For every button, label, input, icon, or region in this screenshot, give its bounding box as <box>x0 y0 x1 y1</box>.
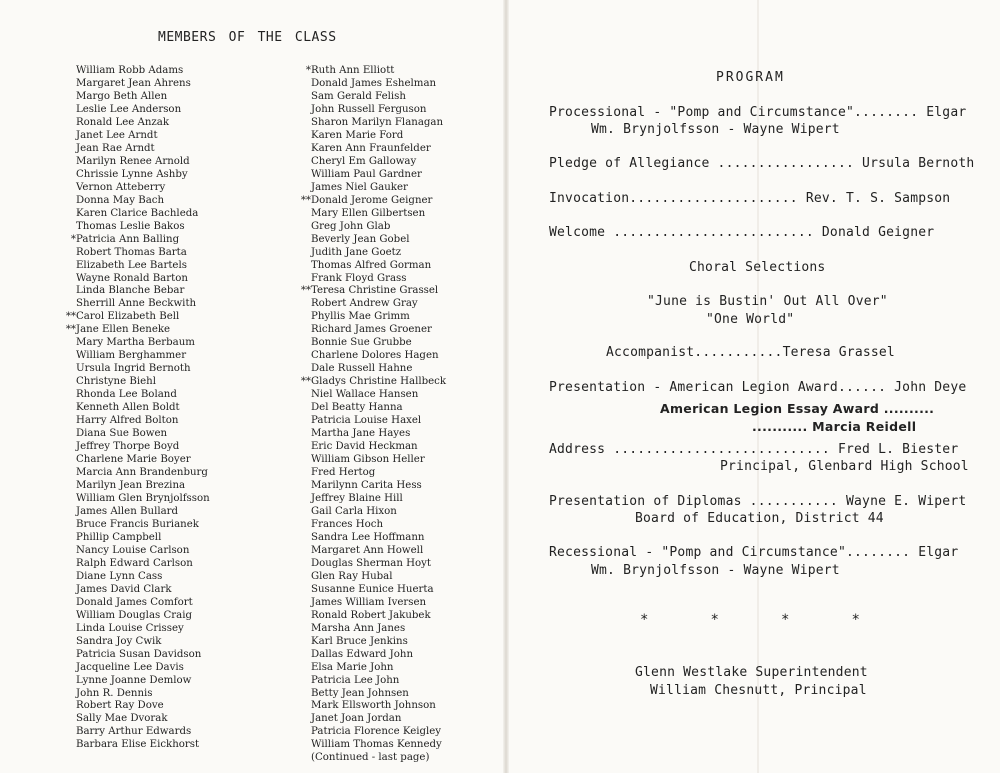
diplomas-line: Presentation of Diplomas ........... Wayne E. Wipert <box>549 494 967 509</box>
member-name-text: Barbara Elise Eickhorst <box>76 739 200 751</box>
member-name-text: Donald Jerome Geigner <box>311 194 433 206</box>
member-name-text: Patricia Susan Davidson <box>76 648 202 660</box>
member-name-text: Teresa Christine Grassel <box>311 285 439 297</box>
member-name-text: Carol Elizabeth Bell <box>76 311 180 323</box>
member-name <box>62 117 210 130</box>
member-name <box>62 363 210 376</box>
member-name-text: Betty Jean Johnsen <box>311 687 409 699</box>
member-name-text: Ronald Robert Jakubek <box>311 609 431 621</box>
member-name-text: Cheryl Em Galloway <box>311 155 417 167</box>
member-name-text: Patricia Louise Haxel <box>311 415 422 427</box>
member-name <box>62 506 210 519</box>
member-name <box>297 597 446 610</box>
member-name-text: Donna May Bach <box>76 194 165 206</box>
member-name-text: Robert Andrew Gray <box>311 298 418 310</box>
member-name-text: Jeffrey Blaine Hill <box>311 492 403 504</box>
member-name <box>62 623 210 636</box>
member-name <box>62 350 210 363</box>
member-name-text: Diane Lynn Cass <box>76 570 163 582</box>
member-name-text: Fred Hertog <box>311 467 376 479</box>
member-name-text: Dallas Edward John <box>311 648 414 660</box>
member-name-text: Janet Joan Jordan <box>311 713 402 725</box>
honor-mark: * <box>305 65 311 76</box>
member-name-text: William Paul Gardner <box>311 168 422 180</box>
member-name <box>297 415 446 428</box>
member-name <box>297 130 446 143</box>
page-fold <box>503 0 509 773</box>
member-name-text: Nancy Louise Carlson <box>76 544 190 556</box>
member-name-text: Ruth Ann Elliott <box>311 65 395 76</box>
honor-mark: ** <box>300 285 311 297</box>
processional-performers: Wm. Brynjolfsson - Wayne Wipert <box>591 122 840 137</box>
member-name-text: Marilyn Renee Arnold <box>76 155 190 167</box>
member-name <box>297 104 446 117</box>
member-name-text: Leslie Lee Anderson <box>76 103 182 115</box>
member-name-text: Marcia Ann Brandenburg <box>76 467 208 479</box>
member-name <box>62 493 210 506</box>
member-name <box>297 376 446 389</box>
member-name-text: Mary Ellen Gilbertsen <box>311 207 426 219</box>
member-name <box>297 519 446 532</box>
member-name-text: Dale Russell Hahne <box>311 363 413 375</box>
member-name-text: Rhonda Lee Boland <box>76 389 177 401</box>
member-name-text: Karen Marie Ford <box>311 129 404 141</box>
member-name-text: Diana Sue Bowen <box>76 428 168 440</box>
member-name-text: Sharon Marilyn Flanagan <box>311 116 444 128</box>
member-name <box>297 389 446 402</box>
honor-mark: ** <box>300 376 311 388</box>
processional-line: Processional - "Pomp and Circumstance"........ Elgar <box>549 105 967 120</box>
member-name <box>62 688 210 701</box>
member-name-text: Patricia Ann Balling <box>76 233 180 245</box>
star-3: * <box>781 612 790 628</box>
member-name <box>297 221 446 234</box>
member-name-text: Marilyn Jean Brezina <box>76 480 186 491</box>
member-name-text: Richard James Groener <box>311 324 432 336</box>
member-name-text: Margaret Jean Ahrens <box>76 77 191 89</box>
member-name-text: Charlene Dolores Hagen <box>311 350 439 362</box>
member-name-text: Marsha Ann Janes <box>311 622 406 634</box>
member-name-text: Susanne Eunice Huerta <box>311 583 434 595</box>
recessional-performers: Wm. Brynjolfsson - Wayne Wipert <box>591 563 840 578</box>
member-name <box>297 285 446 298</box>
member-name <box>62 584 210 597</box>
member-name <box>297 117 446 130</box>
member-name <box>62 636 210 649</box>
member-name <box>297 273 446 286</box>
member-name-text: Donald James Comfort <box>76 596 193 608</box>
member-name-text: Karen Ann Fraunfelder <box>311 142 431 154</box>
member-name-text: William Douglas Craig <box>76 609 192 621</box>
member-name <box>297 739 446 752</box>
member-name-text: Vernon Atteberry <box>76 181 166 193</box>
member-name-text: Bruce Francis Burianek <box>76 518 199 530</box>
member-name-text: William Berghammer <box>76 350 187 362</box>
member-name-text: William Glen Brynjolfsson <box>76 492 210 504</box>
member-name <box>62 91 210 104</box>
member-name <box>297 700 446 713</box>
member-name <box>297 454 446 467</box>
members-column-2 <box>297 65 446 765</box>
member-name <box>62 195 210 208</box>
member-name <box>62 415 210 428</box>
star-divider <box>640 612 860 628</box>
song-two: "One World" <box>706 312 795 327</box>
member-name-text: Elizabeth Lee Bartels <box>76 259 187 271</box>
member-name-text: Janet Lee Arndt <box>76 129 158 141</box>
member-name-text: Sandra Joy Cwik <box>76 635 162 647</box>
member-name-text: Douglas Sherman Hoyt <box>311 557 432 569</box>
member-name-text: Judith Jane Goetz <box>311 246 402 258</box>
member-name-text: (Continued - last page) <box>311 752 430 764</box>
member-name <box>297 208 446 221</box>
member-name <box>62 558 210 571</box>
member-name-text: Ralph Edward Carlson <box>76 557 193 569</box>
pledge-line: Pledge of Allegiance ................. Ursula Bernoth <box>549 156 975 171</box>
member-name <box>62 519 210 532</box>
member-name-text: James Allen Bullard <box>76 505 179 517</box>
member-name <box>62 65 210 78</box>
principal-line: William Chesnutt, Principal <box>650 683 867 698</box>
member-name-text: Niel Wallace Hansen <box>311 389 419 401</box>
member-name-text: Frances Hoch <box>311 518 384 530</box>
program-title: PROGRAM <box>716 70 785 85</box>
member-name <box>297 532 446 545</box>
member-name-text: Del Beatty Hanna <box>311 402 403 414</box>
member-name-text: Phyllis Mae Grimm <box>311 311 410 323</box>
member-name-text: Karl Bruce Jenkins <box>311 635 408 647</box>
member-name-text: Marilynn Carita Hess <box>311 480 422 491</box>
member-name <box>297 169 446 182</box>
member-name <box>297 675 446 688</box>
member-name <box>62 480 210 493</box>
member-name <box>62 156 210 169</box>
member-name <box>62 221 210 234</box>
member-name-text: Ronald Lee Anzak <box>76 116 170 128</box>
member-name-text: Elsa Marie John <box>311 661 394 673</box>
member-name-text: James William Iversen <box>311 596 427 608</box>
member-name-text: William Thomas Kennedy <box>311 739 442 751</box>
member-name <box>297 402 446 415</box>
member-name <box>62 337 210 350</box>
member-name <box>297 363 446 376</box>
member-name <box>297 584 446 597</box>
member-name <box>62 441 210 454</box>
diplomas-presenter: Board of Education, District 44 <box>635 511 884 526</box>
essay-award-line: American Legion Essay Award .......... <box>660 401 935 416</box>
member-name-text: Frank Floyd Grass <box>311 272 407 284</box>
accompanist-line: Accompanist...........Teresa Grassel <box>606 345 895 360</box>
member-name <box>62 389 210 402</box>
member-name-text: Sally Mae Dvorak <box>76 713 168 725</box>
member-name <box>297 65 446 78</box>
member-name-text: William Gibson Heller <box>311 454 425 466</box>
member-name-text: Martha Jane Hayes <box>311 428 411 440</box>
member-name-text: Jacqueline Lee Davis <box>76 661 184 673</box>
member-name-text: John R. Dennis <box>76 687 153 699</box>
member-name <box>297 428 446 441</box>
member-name <box>62 454 210 467</box>
member-name <box>297 752 446 765</box>
member-name-text: Karen Clarice Bachleda <box>76 207 199 219</box>
member-name <box>297 234 446 247</box>
member-name <box>62 298 210 311</box>
star-1: * <box>640 612 649 628</box>
member-name <box>62 78 210 91</box>
member-name <box>297 324 446 337</box>
member-name <box>297 247 446 260</box>
member-name-text: Robert Thomas Barta <box>76 246 187 258</box>
member-name <box>297 467 446 480</box>
member-name-text: Donald James Eshelman <box>311 77 437 89</box>
choral-heading: Choral Selections <box>689 260 826 275</box>
member-name-text: Sherrill Anne Beckwith <box>76 298 197 310</box>
member-name <box>62 571 210 584</box>
honor-mark: ** <box>65 311 76 323</box>
member-name-text: Barry Arthur Edwards <box>76 726 192 738</box>
member-name <box>62 143 210 156</box>
member-name <box>62 234 210 247</box>
member-name <box>297 195 446 208</box>
member-name-text: Thomas Leslie Bakos <box>76 220 185 232</box>
member-name <box>297 662 446 675</box>
superintendent-line: Glenn Westlake Superintendent <box>635 665 868 680</box>
member-name <box>297 623 446 636</box>
member-name <box>297 78 446 91</box>
member-name <box>62 182 210 195</box>
member-name-text: Margo Beth Allen <box>76 90 168 102</box>
member-name-text: Charlene Marie Boyer <box>76 454 191 466</box>
member-name-text: Jeffrey Thorpe Boyd <box>76 441 180 453</box>
member-name <box>62 532 210 545</box>
members-title: MEMBERS OF THE CLASS <box>158 30 337 45</box>
member-name <box>297 649 446 662</box>
member-name-text: Linda Blanche Bebar <box>76 285 185 297</box>
member-name-text: Glen Ray Hubal <box>311 570 393 582</box>
star-4: * <box>851 612 860 628</box>
member-name <box>62 285 210 298</box>
member-name-text: Wayne Ronald Barton <box>76 272 188 284</box>
member-name-text: Jean Rae Arndt <box>76 142 155 154</box>
member-name-text: Mark Ellsworth Johnson <box>311 700 436 712</box>
honor-mark: ** <box>300 194 311 206</box>
honor-mark: ** <box>65 324 76 336</box>
member-name <box>297 311 446 324</box>
member-name <box>297 688 446 701</box>
member-name-text: Kenneth Allen Boldt <box>76 402 180 414</box>
member-name-text: Beverly Jean Gobel <box>311 233 410 245</box>
member-name <box>62 597 210 610</box>
member-name <box>297 337 446 350</box>
member-name <box>62 467 210 480</box>
member-name-text: Eric David Heckman <box>311 441 418 453</box>
member-name <box>62 260 210 273</box>
members-column-1 <box>62 65 210 752</box>
member-name <box>62 713 210 726</box>
member-name <box>297 441 446 454</box>
member-name <box>297 156 446 169</box>
member-name-text: Jane Ellen Beneke <box>76 324 171 336</box>
address-line: Address ........................... Fred L. Biester <box>549 442 959 457</box>
member-name-text: Linda Louise Crissey <box>76 622 184 634</box>
legion-award-line: Presentation - American Legion Award...... John Deye <box>549 380 967 395</box>
member-name-text: Patricia Lee John <box>311 674 400 686</box>
honor-mark: * <box>70 233 76 245</box>
member-name-text: Greg John Glab <box>311 220 391 232</box>
member-name <box>62 726 210 739</box>
member-name <box>297 493 446 506</box>
member-name-text: John Russell Ferguson <box>311 103 427 115</box>
recessional-line: Recessional - "Pomp and Circumstance"........ Elgar <box>549 545 959 560</box>
member-name-text: Robert Ray Dove <box>76 700 164 712</box>
member-name <box>297 480 446 493</box>
member-name <box>297 545 446 558</box>
member-name-text: Lynne Joanne Demlow <box>76 674 192 686</box>
member-name <box>62 428 210 441</box>
member-name <box>297 558 446 571</box>
member-name-text: Christyne Biehl <box>76 376 156 388</box>
member-name <box>297 506 446 519</box>
member-name <box>297 182 446 195</box>
member-name <box>297 636 446 649</box>
member-name-text: Bonnie Sue Grubbe <box>311 337 412 349</box>
member-name <box>297 143 446 156</box>
member-name-text: Patricia Florence Keigley <box>311 726 442 738</box>
member-name <box>297 610 446 623</box>
member-name-text: Gail Carla Hixon <box>311 505 397 517</box>
address-title: Principal, Glenbard High School <box>720 459 969 474</box>
member-name <box>62 402 210 415</box>
member-name-text: Gladys Christine Hallbeck <box>311 376 447 388</box>
member-name <box>62 273 210 286</box>
member-name-text: Harry Alfred Bolton <box>76 415 179 427</box>
member-name <box>62 545 210 558</box>
member-name <box>62 675 210 688</box>
member-name-text: Sandra Lee Hoffmann <box>311 531 425 543</box>
member-name <box>62 104 210 117</box>
member-name-text: Sam Gerald Felish <box>311 90 406 102</box>
member-name <box>62 376 210 389</box>
member-name <box>62 311 210 324</box>
member-name <box>62 247 210 260</box>
member-name <box>62 208 210 221</box>
member-name-text: James Niel Gauker <box>311 181 408 193</box>
member-name-text: Thomas Alfred Gorman <box>311 259 432 271</box>
invocation-line: Invocation..................... Rev. T. S. Sampson <box>549 191 951 206</box>
member-name <box>62 739 210 752</box>
member-name <box>297 713 446 726</box>
member-name <box>62 324 210 337</box>
member-name-text: Ursula Ingrid Bernoth <box>76 363 191 375</box>
member-name <box>297 91 446 104</box>
member-name <box>297 726 446 739</box>
member-name <box>297 571 446 584</box>
member-name <box>297 260 446 273</box>
member-name-text: Phillip Campbell <box>76 531 162 543</box>
song-one: "June is Bustin' Out All Over" <box>647 294 888 309</box>
member-name-text: William Robb Adams <box>76 65 184 76</box>
member-name <box>62 130 210 143</box>
member-name <box>62 610 210 623</box>
member-name <box>62 649 210 662</box>
member-name <box>297 350 446 363</box>
member-name <box>62 700 210 713</box>
member-name-text: Chrissie Lynne Ashby <box>76 168 188 180</box>
essay-winner-line: ........... Marcia Reidell <box>752 419 917 434</box>
star-2: * <box>710 612 719 628</box>
member-name-text: Margaret Ann Howell <box>311 544 424 556</box>
member-name <box>297 298 446 311</box>
member-name <box>62 662 210 675</box>
member-name-text: James David Clark <box>76 583 172 595</box>
welcome-line: Welcome ......................... Donald Geigner <box>549 225 935 240</box>
member-name-text: Mary Martha Berbaum <box>76 337 195 349</box>
member-name <box>62 169 210 182</box>
